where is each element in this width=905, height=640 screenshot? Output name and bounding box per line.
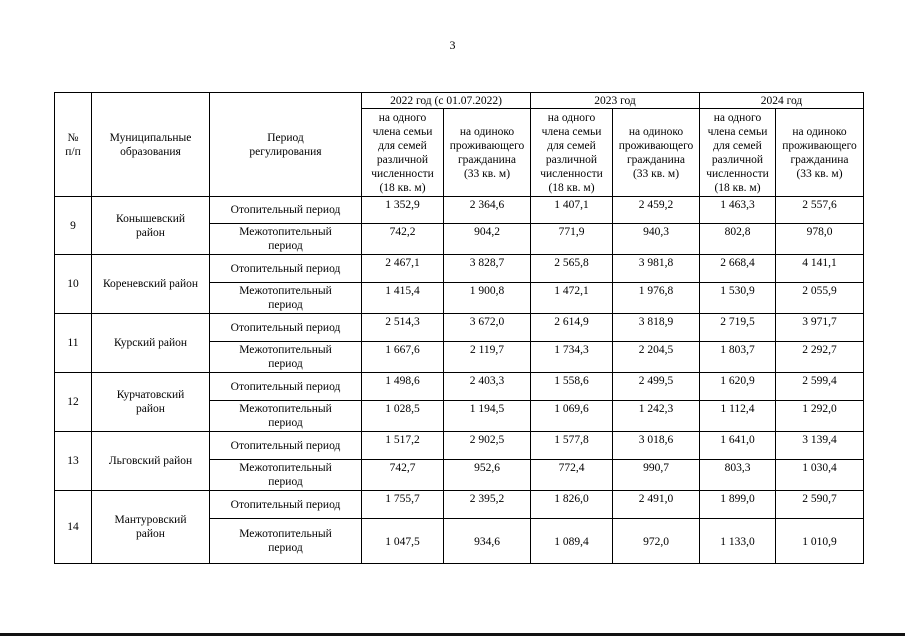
value-cell: 3 018,6 — [613, 432, 700, 460]
municipality-name: Мантуровский район — [92, 491, 210, 564]
municipality-name: Конышевский район — [92, 197, 210, 255]
period-interheating: Межотопительный период — [210, 519, 362, 564]
header-year-2023: 2023 год — [531, 93, 700, 109]
value-cell: 1 472,1 — [531, 283, 613, 314]
value-cell: 1 069,6 — [531, 401, 613, 432]
value-cell: 2 614,9 — [531, 314, 613, 342]
value-cell: 2 514,3 — [362, 314, 444, 342]
value-cell: 1 407,1 — [531, 197, 613, 224]
value-cell: 1 352,9 — [362, 197, 444, 224]
header-municipality: Муниципальные образования — [92, 93, 210, 197]
header-per-single-citizen: на одиноко проживающего гражданина (33 кв. м) — [444, 109, 531, 197]
value-cell: 3 981,8 — [613, 255, 700, 283]
table-row — [55, 255, 864, 283]
header-year-2024: 2024 год — [700, 93, 864, 109]
value-cell: 742,2 — [362, 224, 444, 255]
value-cell: 1 620,9 — [700, 373, 776, 401]
value-cell: 1 194,5 — [444, 401, 531, 432]
value-cell: 1 899,0 — [700, 491, 776, 519]
value-cell: 934,6 — [444, 519, 531, 564]
value-cell: 2 204,5 — [613, 342, 700, 373]
period-heating: Отопительный период — [210, 491, 362, 519]
header-num: № п/п — [55, 93, 92, 197]
header-per-family-member: на одного члена семьи для семей различной численности (18 кв. м) — [531, 109, 613, 197]
value-cell: 3 971,7 — [776, 314, 864, 342]
period-heating: Отопительный период — [210, 255, 362, 283]
value-cell: 1 558,6 — [531, 373, 613, 401]
value-cell: 1 517,2 — [362, 432, 444, 460]
value-cell: 1 803,7 — [700, 342, 776, 373]
period-interheating: Межотопительный период — [210, 460, 362, 491]
value-cell: 1 030,4 — [776, 460, 864, 491]
municipality-name: Кореневский район — [92, 255, 210, 314]
table-row — [55, 314, 864, 342]
value-cell: 1 530,9 — [700, 283, 776, 314]
value-cell: 2 590,7 — [776, 491, 864, 519]
value-cell: 1 826,0 — [531, 491, 613, 519]
value-cell: 1 292,0 — [776, 401, 864, 432]
value-cell: 772,4 — [531, 460, 613, 491]
value-cell: 972,0 — [613, 519, 700, 564]
table-row — [55, 197, 864, 224]
value-cell: 1 089,4 — [531, 519, 613, 564]
value-cell: 978,0 — [776, 224, 864, 255]
row-number: 11 — [55, 314, 92, 373]
header-period: Период регулирования — [210, 93, 362, 197]
value-cell: 2 599,4 — [776, 373, 864, 401]
header-per-family-member: на одного члена семьи для семей различной численности (18 кв. м) — [362, 109, 444, 197]
period-interheating: Межотопительный период — [210, 224, 362, 255]
value-cell: 2 499,5 — [613, 373, 700, 401]
value-cell: 990,7 — [613, 460, 700, 491]
value-cell: 2 565,8 — [531, 255, 613, 283]
value-cell: 2 668,4 — [700, 255, 776, 283]
value-cell: 742,7 — [362, 460, 444, 491]
period-interheating: Межотопительный период — [210, 342, 362, 373]
period-heating: Отопительный период — [210, 197, 362, 224]
value-cell: 1 498,6 — [362, 373, 444, 401]
value-cell: 3 139,4 — [776, 432, 864, 460]
value-cell: 1 463,3 — [700, 197, 776, 224]
value-cell: 1 734,3 — [531, 342, 613, 373]
value-cell: 904,2 — [444, 224, 531, 255]
header-year-2022: 2022 год (с 01.07.2022) — [362, 93, 531, 109]
table-row — [55, 373, 864, 401]
value-cell: 2 467,1 — [362, 255, 444, 283]
value-cell: 2 557,6 — [776, 197, 864, 224]
header-per-single-citizen: на одиноко проживающего гражданина (33 кв. м) — [776, 109, 864, 197]
table-row — [55, 491, 864, 519]
page-number: 3 — [449, 38, 456, 52]
value-cell: 1 047,5 — [362, 519, 444, 564]
value-cell: 1 415,4 — [362, 283, 444, 314]
municipality-name: Курский район — [92, 314, 210, 373]
value-cell: 1 755,7 — [362, 491, 444, 519]
page-bottom-edge — [0, 633, 905, 636]
row-number: 9 — [55, 197, 92, 255]
value-cell: 3 828,7 — [444, 255, 531, 283]
value-cell: 1 010,9 — [776, 519, 864, 564]
value-cell: 2 719,5 — [700, 314, 776, 342]
value-cell: 2 902,5 — [444, 432, 531, 460]
value-cell: 2 055,9 — [776, 283, 864, 314]
value-cell: 1 641,0 — [700, 432, 776, 460]
period-heating: Отопительный период — [210, 314, 362, 342]
value-cell: 1 028,5 — [362, 401, 444, 432]
municipality-name: Льговский район — [92, 432, 210, 491]
value-cell: 940,3 — [613, 224, 700, 255]
value-cell: 1 577,8 — [531, 432, 613, 460]
header-per-single-citizen: на одиноко проживающего гражданина (33 кв. м) — [613, 109, 700, 197]
table-row — [55, 432, 864, 460]
value-cell: 771,9 — [531, 224, 613, 255]
value-cell: 802,8 — [700, 224, 776, 255]
value-cell: 1 242,3 — [613, 401, 700, 432]
value-cell: 952,6 — [444, 460, 531, 491]
row-number: 14 — [55, 491, 92, 564]
value-cell: 2 119,7 — [444, 342, 531, 373]
header-per-family-member: на одного члена семьи для семей различной численности (18 кв. м) — [700, 109, 776, 197]
housing-norms-table — [54, 92, 864, 564]
value-cell: 2 292,7 — [776, 342, 864, 373]
period-interheating: Межотопительный период — [210, 283, 362, 314]
value-cell: 2 395,2 — [444, 491, 531, 519]
period-heating: Отопительный период — [210, 432, 362, 460]
value-cell: 1 976,8 — [613, 283, 700, 314]
municipality-name: Курчатовский район — [92, 373, 210, 432]
value-cell: 2 459,2 — [613, 197, 700, 224]
row-number: 10 — [55, 255, 92, 314]
row-number: 13 — [55, 432, 92, 491]
row-number: 12 — [55, 373, 92, 432]
period-heating: Отопительный период — [210, 373, 362, 401]
value-cell: 1 133,0 — [700, 519, 776, 564]
value-cell: 1 667,6 — [362, 342, 444, 373]
value-cell: 1 900,8 — [444, 283, 531, 314]
value-cell: 2 403,3 — [444, 373, 531, 401]
value-cell: 3 672,0 — [444, 314, 531, 342]
value-cell: 803,3 — [700, 460, 776, 491]
value-cell: 2 491,0 — [613, 491, 700, 519]
value-cell: 3 818,9 — [613, 314, 700, 342]
value-cell: 4 141,1 — [776, 255, 864, 283]
value-cell: 1 112,4 — [700, 401, 776, 432]
value-cell: 2 364,6 — [444, 197, 531, 224]
period-interheating: Межотопительный период — [210, 401, 362, 432]
